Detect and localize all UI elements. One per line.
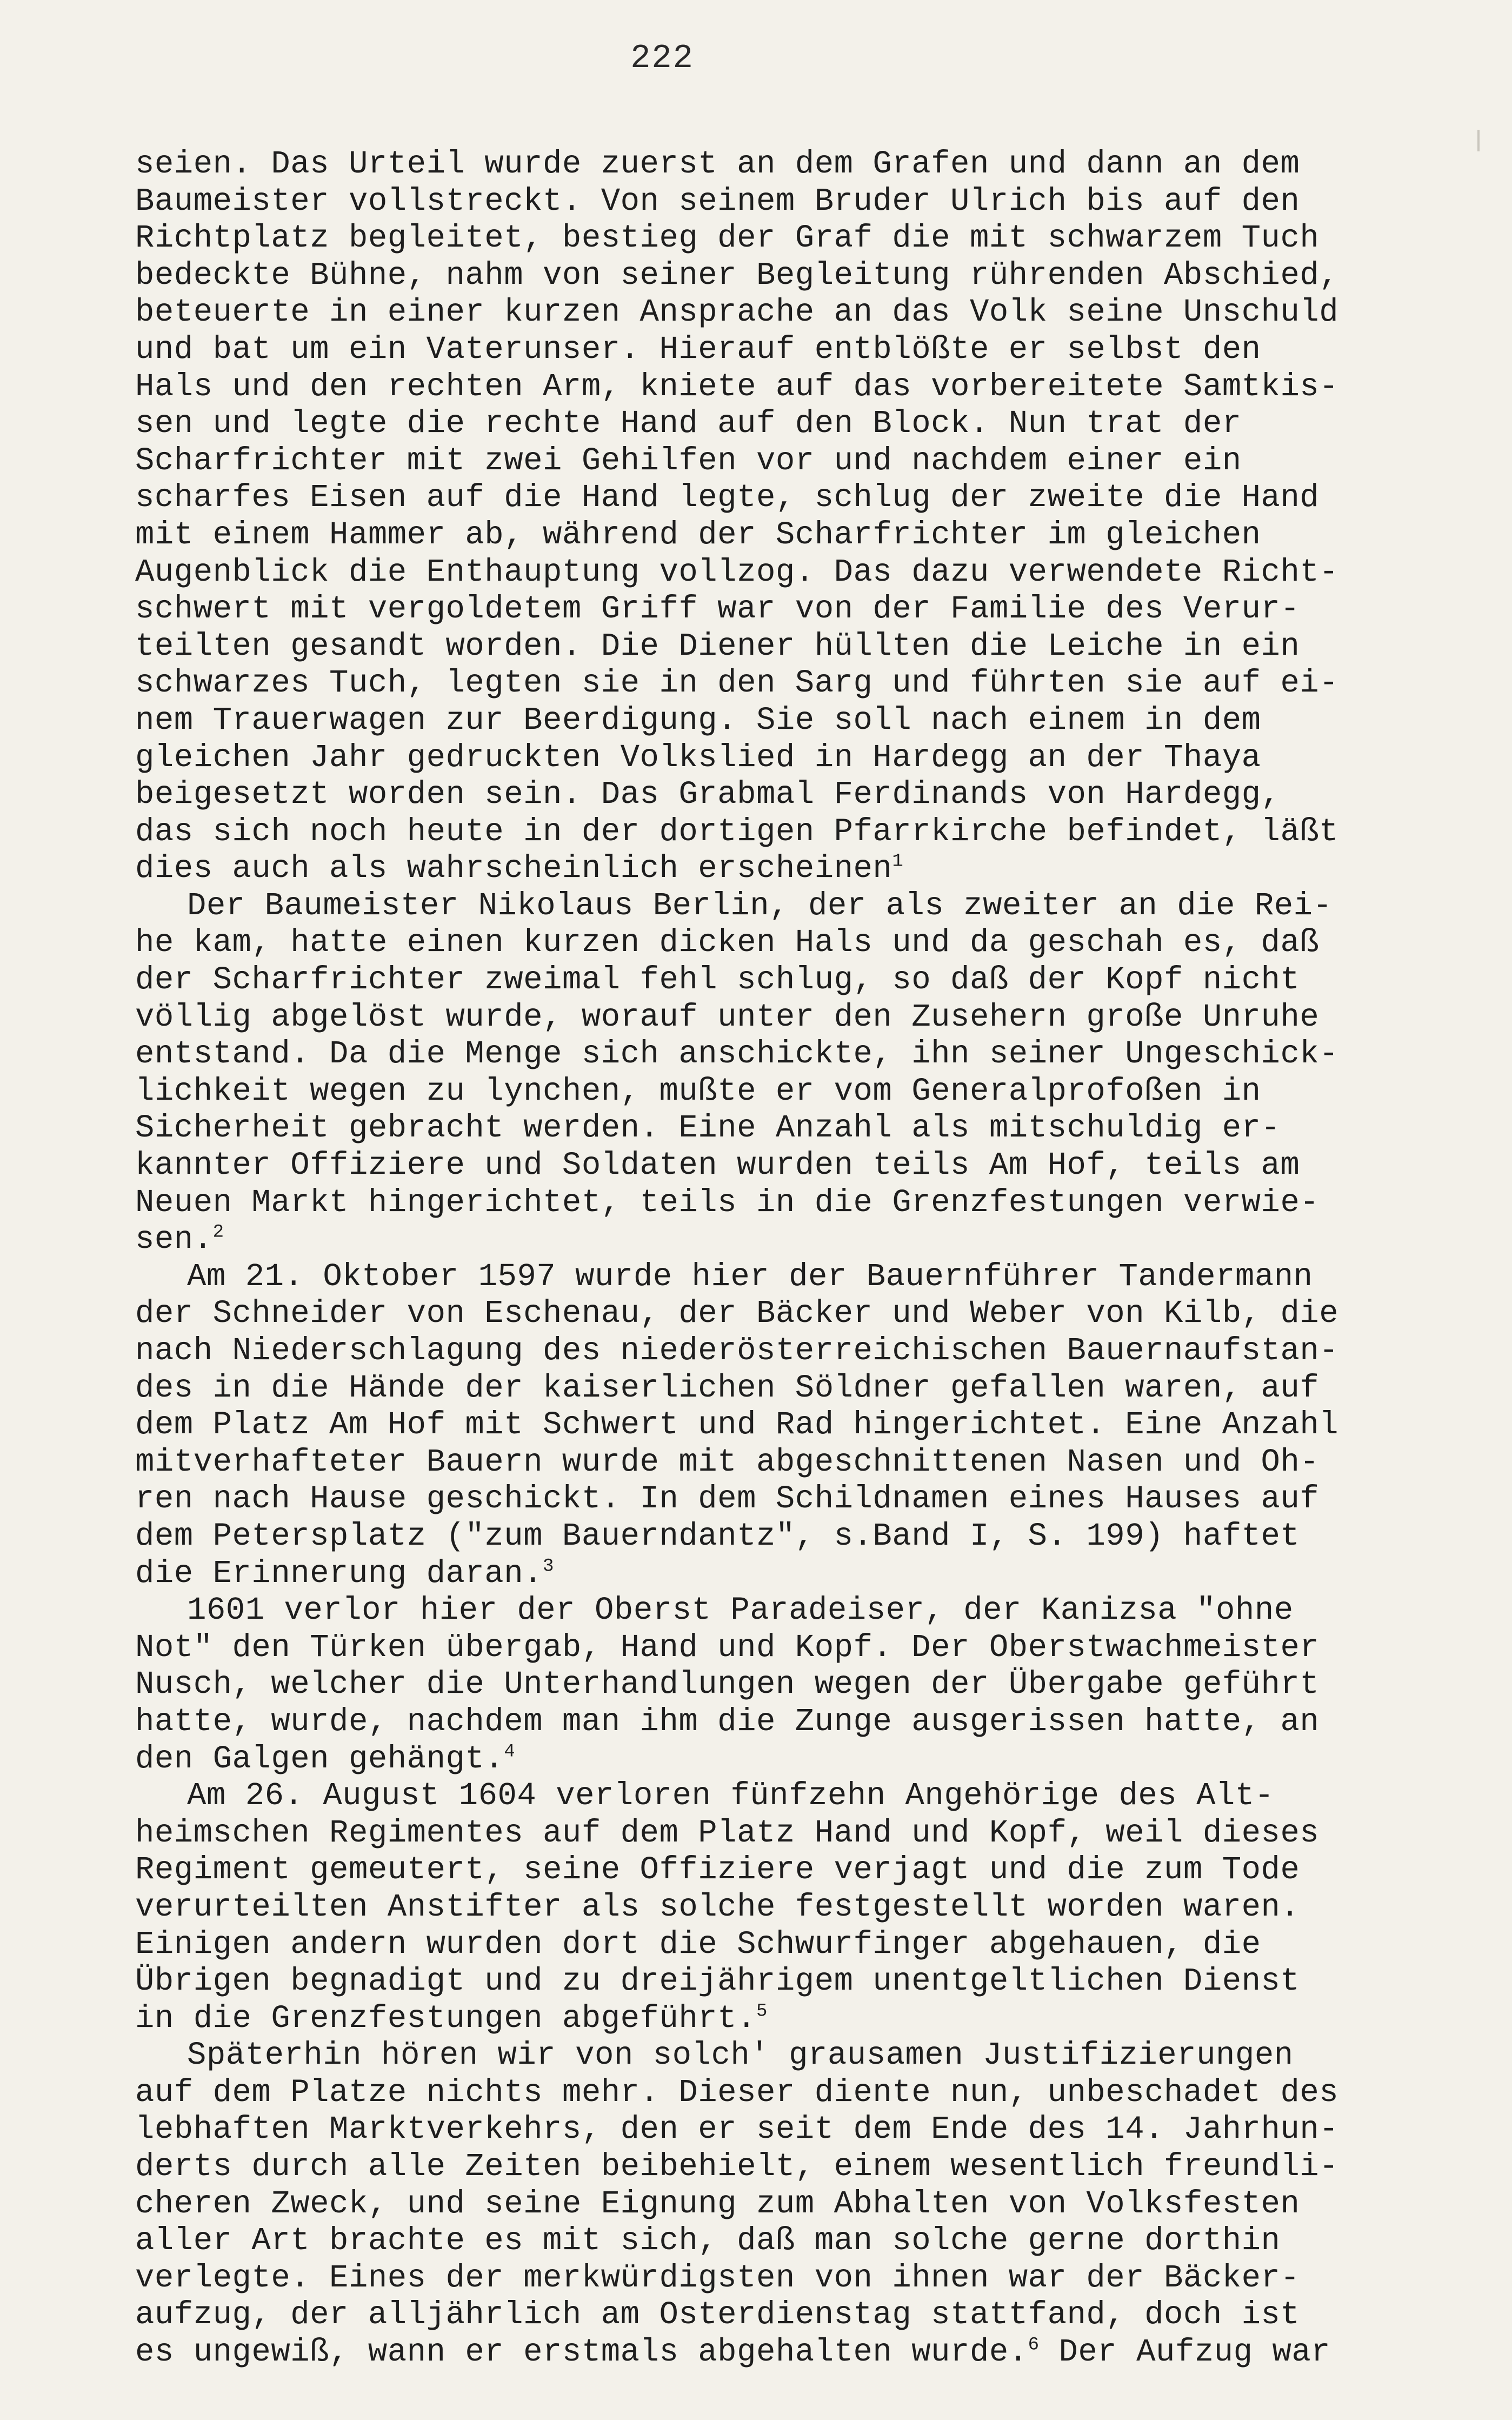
text-line [135,2334,1487,2371]
text-line [135,1778,1487,1815]
text-line-content: mitverhafteter Bauern wurde mit abgeschnittenen Nasen und Oh- [135,1444,1320,1480]
text-line-content: Neuen Markt hingerichtet, teils in die Grenzfestungen verwie- [135,1184,1320,1221]
text-line [135,1518,1487,1555]
text-line-content: beigesetzt worden sein. Das Grabmal Ferdinands von Hardegg, [135,776,1281,813]
text-line-content: Der Baumeister Nikolaus Berlin, der als zweiter an die Rei- [187,887,1333,924]
text-line [135,665,1487,702]
text-line-content: derts durch alle Zeiten beibehielt, einem wesentlich freundli- [135,2149,1339,2185]
text-line-content: gleichen Jahr gedruckten Volkslied in Hardegg an der Thaya [135,739,1261,776]
text-line [135,2297,1487,2334]
text-line-content: nem Trauerwagen zur Beerdigung. Sie soll nach einem in dem [135,702,1261,739]
body-text [135,146,1487,2371]
text-line-content: Not" den Türken übergab, Hand und Kopf. Der Oberstwachmeister [135,1629,1320,1666]
text-line-content: verlegte. Eines der merkwürdigsten von ihnen war der Bäcker- [135,2259,1300,2296]
text-line [135,1815,1487,1852]
text-line [135,591,1487,628]
text-line [135,814,1487,851]
text-line [135,1295,1487,1333]
text-line [135,2111,1487,2149]
text-line [135,1073,1487,1111]
text-line [135,294,1487,331]
text-line [135,2075,1487,2112]
text-line-content: Späterhin hören wir von solch' grausamen Justifizierungen [187,2037,1294,2074]
text-line-content: Regiment gemeutert, seine Offiziere verjagt und die zum Tode [135,1852,1300,1889]
text-line [135,888,1487,925]
text-line [135,1704,1487,1741]
text-line-content: entstand. Da die Menge sich anschickte, ihn seiner Ungeschick- [135,1036,1339,1073]
text-line-content: beteuerte in einer kurzen Ansprache an das Volk seine Unschuld [135,294,1339,331]
text-line-content: scharfes Eisen auf die Hand legte, schlug der zweite die Hand [135,480,1320,516]
text-line [135,1852,1487,1889]
text-line-content: cheren Zweck, und seine Eignung zum Abhalten von Volksfesten [135,2185,1300,2222]
text-line-content: mit einem Hammer ab, während der Scharfrichter im gleichen [135,516,1261,553]
text-line-content: dem Petersplatz ("zum Bauerndantz", s.Band I, S. 199) haftet [135,1518,1300,1554]
text-line [135,850,1487,888]
text-line-content: dem Platz Am Hof mit Schwert und Rad hingerichtet. Eine Anzahl [135,1407,1339,1444]
footnote-marker: 2 [212,1222,224,1243]
text-line-content: Hals und den rechten Arm, kniete auf das vorbereitete Samtkis- [135,368,1339,405]
text-line [135,1963,1487,2000]
text-line [135,443,1487,480]
footnote-marker: 4 [504,1741,516,1762]
text-line-content: aller Art brachte es mit sich, daß man solche gerne dorthin [135,2223,1281,2259]
text-line-content: sen und legte die rechte Hand auf den Block. Nun trat der [135,405,1242,442]
text-line-content: kannter Offiziere und Soldaten wurden teils Am Hof, teils am [135,1147,1300,1184]
text-line-content: Augenblick die Enthauptung vollzog. Das dazu verwendete Richt- [135,554,1339,590]
text-line [135,183,1487,221]
text-line-content: seien. Das Urteil wurde zuerst an dem Grafen und dann an dem [135,146,1300,182]
text-line-content: Sicherheit gebracht werden. Eine Anzahl als mitschuldig er- [135,1110,1281,1147]
page-number: 222 [630,39,694,77]
text-line [135,1444,1487,1481]
text-line [135,331,1487,369]
text-line [135,2223,1487,2260]
text-line [135,1221,1487,1259]
text-line-content: verurteilten Anstifter als solche festgestellt worden waren. [135,1889,1300,1925]
text-line [135,628,1487,666]
text-line [135,1110,1487,1147]
text-line [135,702,1487,740]
text-line-content: auf dem Platze nichts mehr. Dieser diente nun, unbeschadet des [135,2074,1339,2111]
text-line-tail: Der Aufzug war [1039,2334,1331,2371]
text-line-content: Am 21. Oktober 1597 wurde hier der Bauernführer Tandermann [187,1258,1313,1295]
text-line-content: schwarzes Tuch, legten sie in den Sarg und führten sie auf ei- [135,665,1339,702]
text-line-content: 1601 verlor hier der Oberst Paradeiser, der Kanizsa "ohne [187,1592,1294,1629]
text-line [135,2037,1487,2075]
text-line [135,2149,1487,2186]
text-line [135,1481,1487,1518]
text-line [135,1147,1487,1185]
text-line-content: Richtplatz begleitet, bestieg der Graf die mit schwarzem Tuch [135,220,1320,257]
text-line-content: das sich noch heute in der dortigen Pfarrkirche befindet, läßt [135,813,1339,850]
text-line-content: es ungewiß, wann er erstmals abgehalten wurde. [135,2334,1028,2371]
text-line-content: der Scharfrichter zweimal fehl schlug, so daß der Kopf nicht [135,962,1300,999]
text-line [135,1185,1487,1222]
text-line [135,220,1487,257]
text-line [135,1630,1487,1667]
text-line-content: Nusch, welcher die Unterhandlungen wegen der Übergabe geführt [135,1666,1320,1703]
text-line-content: des in die Hände der kaiserlichen Söldner gefallen waren, auf [135,1369,1320,1406]
text-line-content: und bat um ein Vaterunser. Hierauf entblößte er selbst den [135,331,1261,368]
text-line-content: heimschen Regimentes auf dem Platz Hand und Kopf, weil dieses [135,1814,1320,1851]
text-line-content: Einigen andern wurden dort die Schwurfinger abgehauen, die [135,1926,1261,1963]
text-line [135,1333,1487,1370]
text-line [135,999,1487,1036]
text-line [135,369,1487,406]
text-line [135,925,1487,962]
text-line-content: lebhaften Marktverkehrs, den er seit dem Ende des 14. Jahrhun- [135,2111,1339,2148]
text-line-content: völlig abgelöst wurde, worauf unter den Zusehern große Unruhe [135,999,1320,1035]
text-line-content: teilten gesandt worden. Die Diener hüllten die Leiche in ein [135,628,1300,664]
text-line [135,740,1487,777]
text-line-content: Übrigen begnadigt und zu dreijährigem unentgeltlichen Dienst [135,1963,1300,2000]
text-line-content: ren nach Hause geschickt. In dem Schildnamen eines Hauses auf [135,1481,1320,1518]
text-line-content: he kam, hatte einen kurzen dicken Hals und da geschah es, daß [135,925,1320,961]
text-line [135,1370,1487,1407]
footnote-marker: 3 [543,1555,554,1577]
text-line [135,146,1487,183]
text-line-content: Am 26. August 1604 verloren fünfzehn Angehörige des Alt- [187,1778,1274,1814]
text-line [135,1889,1487,1926]
text-line [135,517,1487,554]
text-line [135,257,1487,295]
text-line-content: dies auch als wahrscheinlich erscheinen [135,850,892,887]
text-line [135,2260,1487,2297]
text-line [135,554,1487,591]
text-line [135,1592,1487,1630]
text-line-content: lichkeit wegen zu lynchen, mußte er vom Generalprofoßen in [135,1073,1261,1109]
text-line [135,1407,1487,1444]
text-line-content: schwert mit vergoldetem Griff war von der Familie des Verur- [135,591,1300,628]
text-line-content: bedeckte Bühne, nahm von seiner Begleitung rührenden Abschied, [135,257,1339,294]
text-line [135,1926,1487,1964]
text-line [135,776,1487,814]
text-line [135,405,1487,443]
text-line [135,1555,1487,1593]
text-line [135,1741,1487,1778]
text-line-content: aufzug, der alljährlich am Osterdienstag stattfand, doch ist [135,2297,1300,2333]
text-line [135,962,1487,999]
text-line [135,480,1487,517]
text-line-content: in die Grenzfestungen abgeführt. [135,2000,756,2037]
text-line [135,2000,1487,2038]
text-line-content: der Schneider von Eschenau, der Bäcker und Weber von Kilb, die [135,1295,1339,1332]
text-line-content: Scharfrichter mit zwei Gehilfen vor und nachdem einer ein [135,442,1242,479]
text-line-content: Baumeister vollstreckt. Von seinem Bruder Ulrich bis auf den [135,183,1300,220]
text-line-content: die Erinnerung daran. [135,1555,543,1592]
text-line-content: hatte, wurde, nachdem man ihm die Zunge ausgerissen hatte, an [135,1703,1320,1740]
footnote-marker: 6 [1028,2335,1040,2356]
text-line-content: sen. [135,1221,213,1258]
text-line [135,1259,1487,1296]
text-line-content: nach Niederschlagung des niederösterreichischen Bauernaufstan- [135,1333,1339,1369]
text-line-content: den Galgen gehängt. [135,1740,504,1777]
footnote-marker: 1 [892,851,904,872]
footnote-marker: 5 [756,2001,768,2022]
text-line [135,1666,1487,1704]
text-line [135,2186,1487,2223]
text-line [135,1036,1487,1073]
